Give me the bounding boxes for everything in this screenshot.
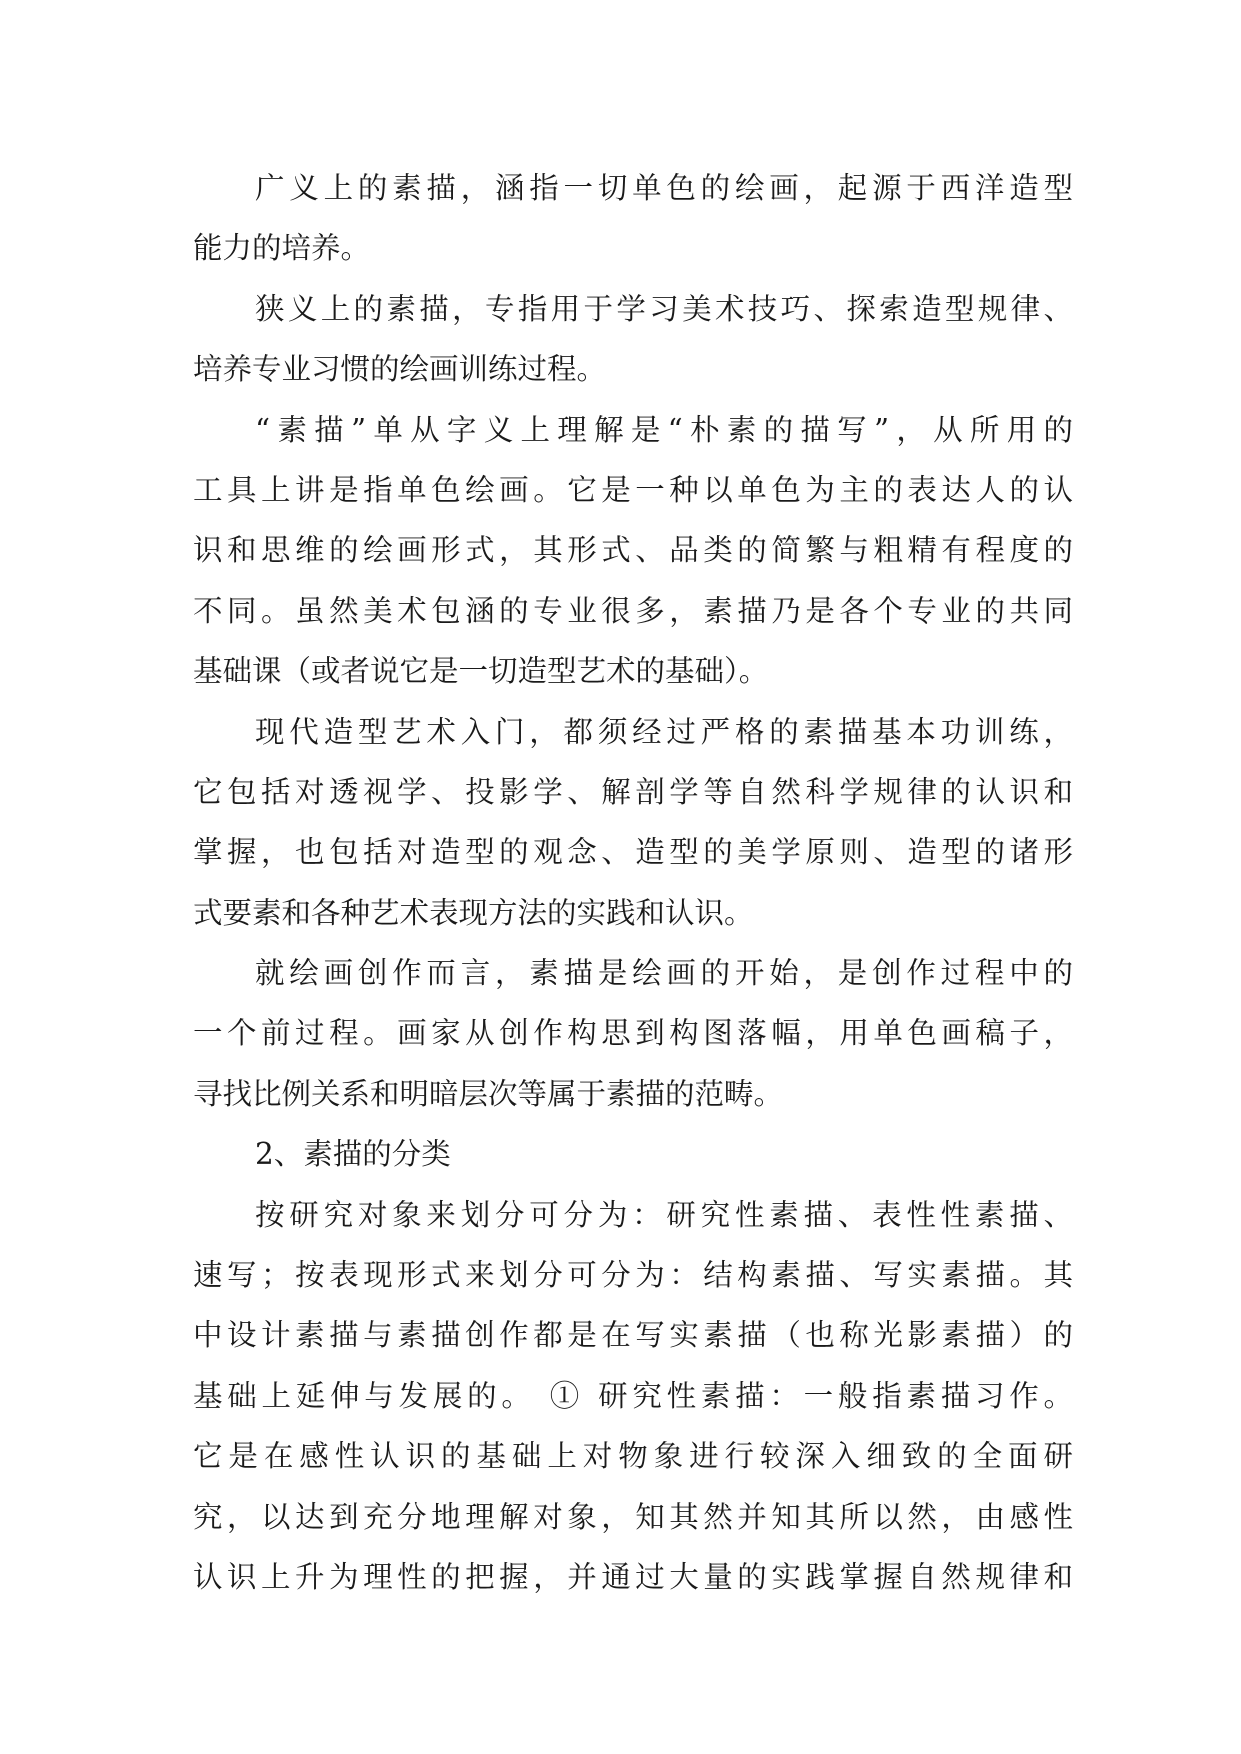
paragraph-line: 掌握，也包括对造型的观念、造型的美学原则、造型的诸形 [193,835,1073,870]
paragraph-line: 按研究对象来划分可分为：研究性素描、表性性素描、 [255,1197,1073,1232]
paragraph-line: 究，以达到充分地理解对象，知其然并知其所以然，由感性 [193,1499,1073,1534]
paragraph-line: 认识上升为理性的把握，并通过大量的实践掌握自然规律和 [193,1559,1073,1594]
paragraph-line: 工具上讲是指单色绘画。它是一种以单色为主的表达人的认 [193,472,1073,507]
paragraph-line: 不同。虽然美术包涵的专业很多，素描乃是各个专业的共同 [193,593,1073,628]
paragraph-line: 广义上的素描，涵指一切单色的绘画，起源于西洋造型 [255,171,1073,205]
body-text [193,158,1073,1607]
paragraph-line: 它是在感性认识的基础上对物象进行较深入细致的全面研 [193,1439,1073,1474]
paragraph-line: 识和思维的绘画形式，其形式、品类的简繁与粗精有程度的 [193,533,1073,568]
paragraph-line: 寻找比例关系和明暗层次等属于素描的范畴。 [193,1076,784,1111]
paragraph-line: 一个前过程。画家从创作构思到构图落幅，用单色画稿子， [193,1016,1073,1051]
paragraph-line: 培养专业习惯的绘画训练过程。 [193,352,607,387]
section-heading: 2、素描的分类 [255,1137,451,1172]
paragraph-line: 就绘画创作而言，素描是绘画的开始，是创作过程中的 [255,956,1073,991]
paragraph-line: 现代造型艺术入门，都须经过严格的素描基本功训练， [255,714,1073,749]
paragraph-line: 中设计素描与素描创作都是在写实素描（也称光影素描）的 [193,1318,1073,1353]
paragraph-line: 速写；按表现形式来划分可分为：结构素描、写实素描。其 [193,1258,1073,1293]
paragraph-line: 基础课（或者说它是一切造型艺术的基础）。 [193,654,769,689]
paragraph-line: “素描”单从字义上理解是“朴素的描写”，从所用的 [255,412,1073,447]
paragraph-line: 它包括对透视学、投影学、解剖学等自然科学规律的认识和 [193,774,1073,809]
paragraph-line: 基础上延伸与发展的。 ① 研究性素描：一般指素描习作。 [193,1378,1073,1413]
paragraph-line: 狭义上的素描，专指用于学习美术技巧、探索造型规律、 [255,291,1073,326]
paragraph-line: 式要素和各种艺术表现方法的实践和认识。 [193,895,754,930]
paragraph-line: 能力的培养。 [193,231,371,266]
